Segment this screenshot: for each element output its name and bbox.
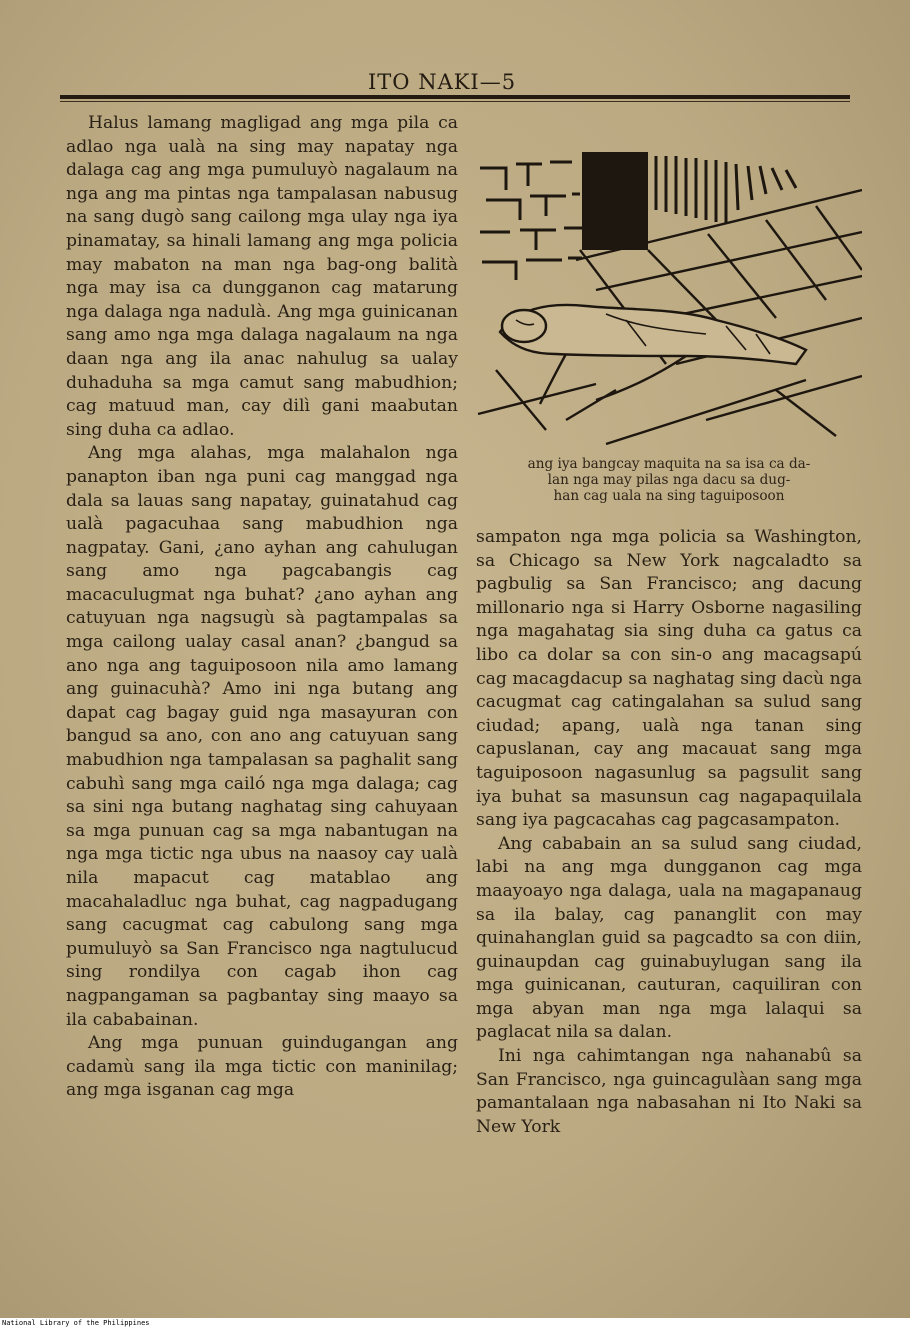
- caption-line: lan nga may pilas nga dacu sa dug-: [547, 472, 791, 488]
- illustration-caption: [476, 456, 862, 504]
- right-column: [476, 526, 862, 1139]
- paragraph: Ang cababain an sa sulud sang ciudad, labi na ang mga dungganon cag mga maayoayo nga dalaga, uala na magapanaug sa ila balay, cag pananglit con may quinahanglan guid sa pagcadto sa con diin, guinaupdan cag guinabuylugan sang ila mga guinicanan, cauturan, caquiliran con mga abyan man nga mga lalaqui sa paglacat nila sa dalan.: [476, 833, 862, 1043]
- paragraph: Ang mga punuan guindugangan ang cadamù sang ila mga tictic con maninilag; ang mga isganan cag mga: [66, 1033, 458, 1101]
- paragraph: sampaton nga mga policia sa Washington, sa Chicago sa New York nagcaladto sa pagbulig sa San Francisco; ang dacung millonario nga si Harry Osborne nagasiling nga magahatag sia sing duha ca gatus ca libo ca dolar sa con sin-o ang macagsapú cag macagdacup sa naghatag sing dacù nga cacugmat cag catingalahan sa sulud sang ciudad; apang, ualà nga tanan sing capuslanan, cay ang macauat sang mga taguiposoon nagasunlug sa pagsulit sang iya buhat sa masunsun cag nagapaquilala sang iya pagcacahas cag pagcasampaton.: [476, 527, 862, 831]
- left-column: [66, 112, 458, 1103]
- caption-line: ang iya bangcay maquita na sa isa ca da-: [527, 456, 811, 472]
- running-header: ITO NAKI—5: [368, 70, 517, 94]
- paragraph: Ang mga alahas, mga malahalon nga panapton iban nga puni cag manggad nga dala sa lauas sang napatay, guinatahud cag ualà pagacuhaa sang mabudhion nga nagpatay. Gani, ¿ano ayhan ang cahulugan sang amo nga pagcabangis cag macaculugmat nga buhat? ¿ano ayhan ang catuyuan nga nagsugù sà pagtampalas sa mga cailong ualay casal anan? ¿bangud sa ano nga ang taguiposoon nila amo lamang ang guinacuhà? Amo ini nga butang ang dapat cag bagay guid nga masayuran con bangud sa ano, con ano ang catuyuan sang mabudhion nga tampalasan sa paghalit sang cabuhì sang mga cailó nga mga dalaga; cag sa sini nga butang naghatag sing cahuyaan sa mga punuan cag sa mga nabantugan na nga mga tictic nga ubus na naasoy cay ualà nila mapacut cag matablao ang macahaladluc nga buhat, cag nagpadugang sang cacugmat cag cabulong sang mga pumuluyò sa San Francisco nga nagtulucud sing rondilya con cagab ihon cag nagpangaman sa pagbantay sing maayo sa ila cababainan.: [66, 443, 458, 1030]
- paragraph: Ini nga cahimtangan nga nahanabû sa San Francisco, nga guincagulàan sang mga pamantalaan nga nabasahan ni Ito Naki sa New York: [476, 1046, 862, 1137]
- footer-credit: National Library of the Philippines: [2, 1319, 150, 1327]
- footer-strip: [0, 1318, 910, 1328]
- header-rule-thin: [60, 101, 850, 102]
- caption-line: han cag uala na sing taguiposoon: [553, 488, 785, 504]
- header-rule: [60, 95, 850, 99]
- illustration-body-on-street-icon: [476, 150, 862, 448]
- paragraph: Halus lamang magligad ang mga pila ca adlao nga ualà na sing may napatay nga dalaga cag ang mga pumuluyò nagalaum na nga ang ma pintas nga tampalasan nabusug na sang dugò sang cailong mga ulay nga iya pinamatay, sa hinali lamang ang mga policia may mabaton na man nga bag-ong balità nga may isa ca dungganon cag matarung nga dalaga nga nadulà. Ang mga guinicanan sang amo nga mga dalaga nagalaum na nga daan nga ang ila anac nahulug sa ualay duhaduha sa mga camut sang mabudhion; cag matuud man, cay dilì gani maabutan sing duha ca adlao.: [66, 113, 458, 440]
